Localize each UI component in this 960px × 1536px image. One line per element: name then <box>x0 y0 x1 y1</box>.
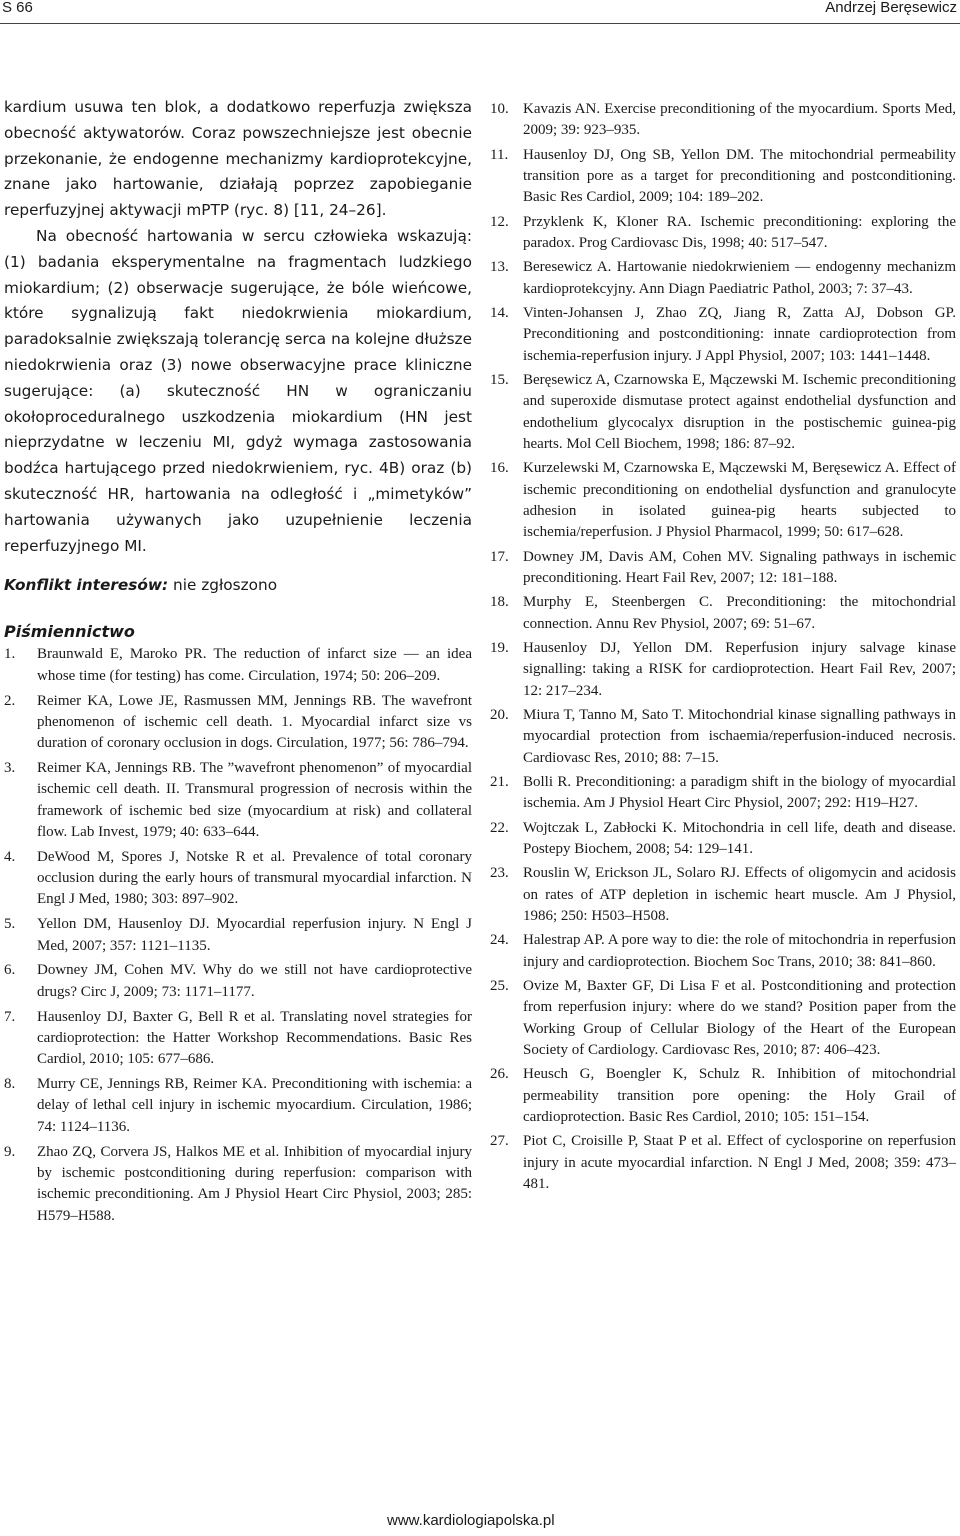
reference-item <box>490 592 956 635</box>
left-column <box>4 95 472 1230</box>
reference-number: 21. <box>490 773 509 790</box>
reference-text: Kavazis AN. Exercise preconditioning of the myocardium. Sports Med, 2009; 39: 923–935. <box>523 101 956 139</box>
reference-text: Zhao ZQ, Corvera JS, Halkos ME et al. Inhibition of myocardial injury by ischemic postconditioning during reperfusion: comparison with ischemic preconditioning. Am J Physiol Heart Circ Physiol, 2003; 285: H579–H588. <box>37 1143 472 1224</box>
conflict-of-interest <box>4 573 472 598</box>
reference-number: 1. <box>4 646 16 663</box>
body-paragraph-2-text: Na obecność hartowania w sercu człowieka wskazują: (1) badania eksperymentalne na fragmentach ludzkiego miokardium; (2) obserwacje sugerujące, że bóle wieńcowe, które sygnalizują fakt niedokrwienia miokardium, paradoksalnie zwiększają tolerancję serca na kolejne dłuższe niedokrwienia oraz (3) nowe obserwacyjne prace kliniczne sugerujące: (a) skuteczność HN w ograniczaniu okołoproceduralnego uszkodzenia miokardium (HN jest nieprzydatne w leczeniu MI, gdyż wymaga zastosowania bodźca hartującego przed niedokrwieniem, ryc. 4B) oraz (b) skuteczność HR, hartowania na odległość i „mimetyków” hartowania używanych jako uzupełnienie leczenia reperfuzyjnego MI. <box>4 226 472 555</box>
references-heading: Piśmiennictwo <box>4 622 135 642</box>
reference-item <box>490 638 956 702</box>
conflict-label: Konflikt interesów: <box>4 576 169 595</box>
reference-item <box>490 370 956 455</box>
page-header <box>0 0 960 24</box>
reference-number: 12. <box>490 213 509 230</box>
reference-text: Kurzelewski M, Czarnowska E, Mączewski M, Beręsewicz A. Effect of ischemic preconditioning on endothelial dysfunction and granulocyte adhesion in isolated guinea-pig hearts subjected to ischemia/reperfusion. J Physiol Pharmacol, 1999; 50: 617–628. <box>523 460 956 541</box>
reference-number: 2. <box>4 692 16 709</box>
reference-text: Yellon DM, Hausenloy DJ. Myocardial reperfusion injury. N Engl J Med, 2007; 357: 1121–1135. <box>37 916 472 954</box>
reference-text: Wojtczak L, Zabłocki K. Mitochondria in cell life, death and disease. Postepy Biochem, 2008; 54: 129–141. <box>523 819 956 857</box>
reference-number: 25. <box>490 977 509 994</box>
reference-text: DeWood M, Spores J, Notske R et al. Prevalence of total coronary occlusion during the early hours of transmural myocardial infarction. N Engl J Med, 1980; 303: 897–902. <box>37 848 472 908</box>
reference-text: Hausenloy DJ, Baxter G, Bell R et al. Translating novel strategies for cardioprotection: the Hatter Workshop Recommendations. Basic Res Cardiol, 2010; 105: 677–686. <box>37 1008 472 1068</box>
reference-number: 17. <box>490 548 509 565</box>
reference-item <box>490 145 956 209</box>
reference-item <box>490 930 956 973</box>
reference-item <box>4 1007 472 1071</box>
reference-number: 5. <box>4 916 16 933</box>
page-number: S 66 <box>2 0 33 16</box>
footer-url: www.kardiologiapolska.pl <box>387 1512 555 1529</box>
reference-text: Ovize M, Baxter GF, Di Lisa F et al. Postconditioning and protection from reperfusion injury: where do we stand? Position paper from the Working Group of Cellular Biology of the Heart of the European Society of Cardiology. Cardiovasc Res, 2010; 87: 406–423. <box>523 977 956 1058</box>
reference-item <box>490 303 956 367</box>
reference-number: 9. <box>4 1143 16 1160</box>
reference-text: Beresewicz A. Hartowanie niedokrwieniem — endogenny mechanizm kardioprotekcyjny. Ann Diagn Paediatric Pathol, 2003; 7: 37–43. <box>523 259 956 297</box>
reference-number: 10. <box>490 101 509 117</box>
reference-item <box>4 691 472 755</box>
reference-number: 11. <box>490 146 509 163</box>
reference-item <box>4 914 472 957</box>
reference-item <box>4 1142 472 1227</box>
reference-item <box>490 257 956 300</box>
right-column <box>490 99 956 1198</box>
reference-item <box>490 99 956 142</box>
reference-number: 14. <box>490 305 509 322</box>
reference-number: 15. <box>490 372 509 389</box>
reference-text: Bolli R. Preconditioning: a paradigm shift in the biology of myocardial ischemia. Am J Physiol Heart Circ Physiol, 2007; 292: H19–H27. <box>523 773 956 812</box>
reference-number: 8. <box>4 1076 16 1093</box>
reference-number: 22. <box>490 819 509 836</box>
reference-number: 3. <box>4 760 16 777</box>
reference-item <box>490 863 956 927</box>
reference-item <box>490 212 956 255</box>
reference-text: Vinten-Johansen J, Zhao ZQ, Jiang R, Zatta AJ, Dobson GP. Preconditioning and postconditioning: innate cardioprotection from ischemia-reperfusion injury. J Appl Physiol, 2007; 103: 1441–1448. <box>523 305 956 364</box>
reference-number: 20. <box>490 706 509 723</box>
reference-text: Przyklenk K, Kloner RA. Ischemic preconditioning: exploring the paradox. Prog Cardiovasc Dis, 1998; 40: 517–547. <box>523 213 956 251</box>
reference-text: Hausenloy DJ, Ong SB, Yellon DM. The mitochondrial permeability transition pore as a target for preconditioning and postconditioning. Basic Res Cardiol, 2009; 104: 189–202. <box>523 146 956 206</box>
reference-text: Rouslin W, Erickson JL, Solaro RJ. Effects of oligomycin and acidosis on rates of ATP depletion in ischemic heart muscle. Am J Physiol, 1986; 250: H503–H508. <box>523 865 956 924</box>
reference-item <box>4 644 472 687</box>
reference-item <box>490 705 956 769</box>
reference-text: Piot C, Croisille P, Staat P et al. Effect of cyclosporine on reperfusion injury in acute myocardial infarction. N Engl J Med, 2008; 359: 473–481. <box>523 1133 956 1192</box>
reference-number: 13. <box>490 259 509 276</box>
reference-item <box>4 847 472 911</box>
reference-item <box>490 1064 956 1128</box>
reference-item <box>490 818 956 861</box>
reference-number: 7. <box>4 1008 16 1025</box>
reference-item <box>4 1074 472 1138</box>
reference-text: Braunwald E, Maroko PR. The reduction of infarct size — an idea whose time (for testing) has come. Circulation, 1974; 50: 206–209. <box>37 646 472 684</box>
reference-number: 23. <box>490 865 509 882</box>
reference-item <box>490 772 956 815</box>
reference-text: Downey JM, Cohen MV. Why do we still not have cardioprotective drugs? Circ J, 2009; 73: 1171–1177. <box>37 962 472 1000</box>
reference-text: Miura T, Tanno M, Sato T. Mitochondrial kinase signalling pathways in myocardial protection from ischaemia/reperfusion-induced necrosis. Cardiovasc Res, 2010; 88: 7–15. <box>523 706 956 766</box>
body-paragraph-2 <box>4 224 472 559</box>
reference-text: Murry CE, Jennings RB, Reimer KA. Preconditioning with ischemia: a delay of lethal cell injury in ischemic myocardium. Circulation, 1986; 74: 1124–1136. <box>37 1076 472 1135</box>
reference-number: 27. <box>490 1133 509 1150</box>
reference-item <box>490 1131 956 1195</box>
reference-number: 4. <box>4 848 16 865</box>
reference-text: Hausenloy DJ, Yellon DM. Reperfusion injury salvage kinase signalling: taking a RISK for cardioprotection. Heart Fail Rev, 2007; 12: 217–234. <box>523 639 956 699</box>
reference-number: 19. <box>490 639 509 656</box>
reference-item <box>490 976 956 1061</box>
reference-item <box>490 458 956 543</box>
reference-text: Beręsewicz A, Czarnowska E, Mączewski M. Ischemic preconditioning and superoxide dismutase protect against endothelial dysfunction and endothelium glycocalyx disruption in the postischemic guinea-pig hearts. Mol Cell Biochem, 1998; 186: 87–92. <box>523 372 956 452</box>
reference-number: 24. <box>490 932 509 949</box>
reference-item <box>4 758 472 843</box>
reference-text: Halestrap AP. A pore way to die: the role of mitochondria in reperfusion injury and cardioprotection. Biochem Soc Trans, 2010; 38: 841–860. <box>523 932 956 970</box>
header-rule <box>0 23 960 24</box>
body-paragraph-1: kardium usuwa ten blok, a dodatkowo reperfuzja zwiększa obecność aktywatorów. Coraz powszechniejsze jest obecnie przekonanie, że endogenne mechanizmy kardioprotekcyjne, znane jako hartowanie, działają poprzez zapobieganie reperfuzyjnej aktywacji mPTP (ryc. 8) [11, 24–26]. <box>4 98 472 220</box>
reference-number: 26. <box>490 1066 509 1083</box>
reference-text: Murphy E, Steenbergen C. Preconditioning: the mitochondrial connection. Annu Rev Physiol, 2007; 69: 51–67. <box>523 594 956 632</box>
references-list-right <box>490 99 956 1195</box>
reference-text: Downey JM, Davis AM, Cohen MV. Signaling pathways in ischemic preconditioning. Heart Fail Rev, 2007; 12: 181–188. <box>523 548 956 586</box>
reference-item <box>4 960 472 1003</box>
reference-text: Reimer KA, Lowe JE, Rasmussen MM, Jennings RB. The wavefront phenomenon of ischemic cell death. 1. Myocardial infarct size vs duration of coronary occlusion in dogs. Circulation, 1977; 56: 786–794. <box>37 692 472 752</box>
conflict-value: nie zgłoszono <box>173 576 278 595</box>
reference-number: 6. <box>4 962 16 979</box>
reference-text: Reimer KA, Jennings RB. The ”wavefront phenomenon” of myocardial ischemic cell death. II. Transmural progression of necrosis within the framework of ischemic bed size (myocardium at risk) and collateral flow. Lab Invest, 1979; 40: 633–644. <box>37 760 472 840</box>
reference-text: Heusch G, Boengler K, Schulz R. Inhibition of mitochondrial permeability transition pore opening: the Holy Grail of cardioprotection. Basic Res Cardiol, 2010; 105: 151–154. <box>523 1066 956 1125</box>
references-list-left <box>4 644 472 1226</box>
reference-number: 18. <box>490 594 509 611</box>
running-author: Andrzej Beręsewicz <box>825 0 957 16</box>
reference-number: 16. <box>490 460 509 477</box>
reference-item <box>490 547 956 590</box>
